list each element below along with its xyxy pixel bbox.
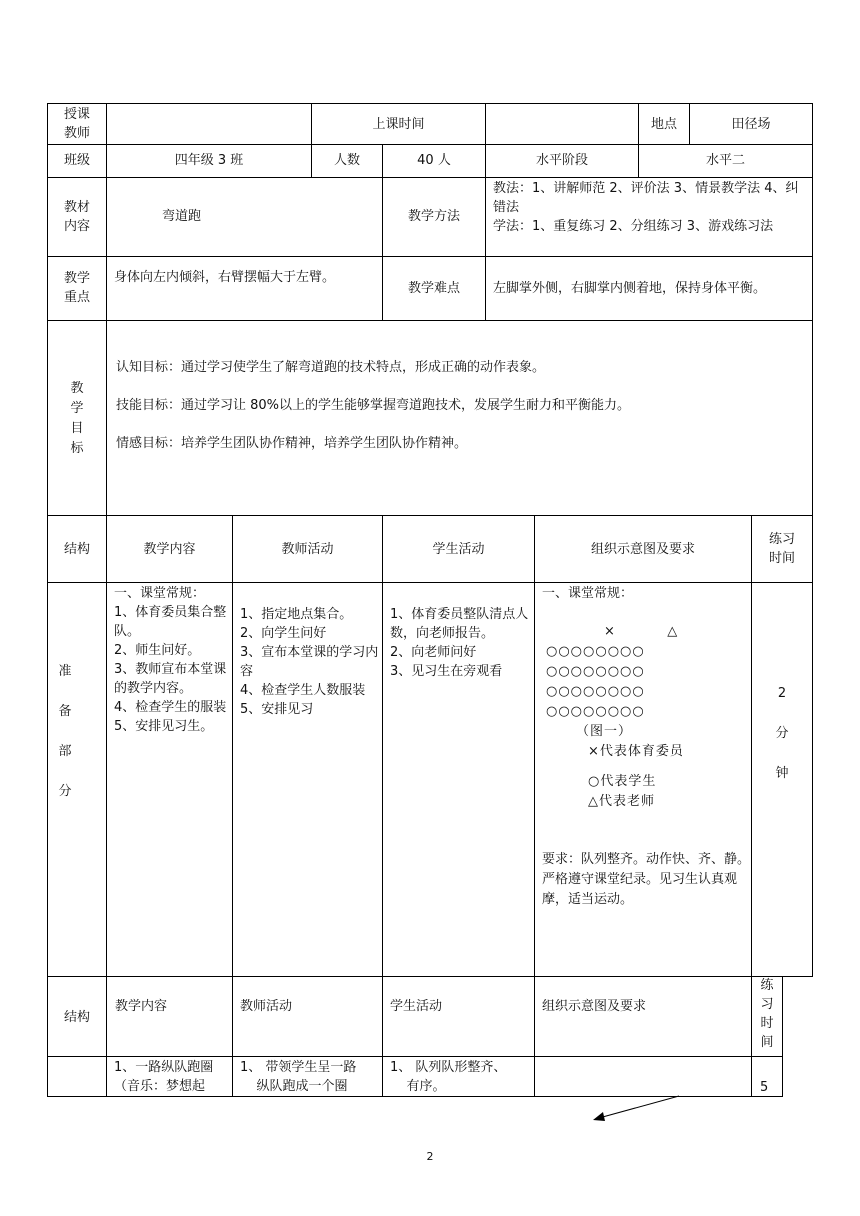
level-value: 水平二 xyxy=(705,153,745,168)
teacher-label: 授课 教师 xyxy=(63,107,90,141)
prep-org-title: 一、课堂常规： xyxy=(542,586,634,601)
method-value: 教法：1、讲解师范 2、评价法 3、情景教学法 4、纠错法 学法：1、重复练习 2、分组练习 3、游戏练习法 xyxy=(493,181,799,234)
goals-label: 教 学 目 标 xyxy=(70,381,84,456)
diagram-row: ○○○○○○○○ xyxy=(546,664,645,679)
diagram-caption: （图一） xyxy=(576,724,633,739)
diagram-top: × △ xyxy=(604,624,679,639)
key-label: 教学 重点 xyxy=(63,271,90,305)
class-label: 班级 xyxy=(63,153,90,168)
difficulty-label: 教学难点 xyxy=(407,281,460,296)
method-label: 教学方法 xyxy=(407,209,460,224)
place-label: 地点 xyxy=(650,117,677,132)
page-number: 2 xyxy=(426,1150,434,1163)
legend-o: ○代表学生 xyxy=(588,774,657,789)
diagram-row: ○○○○○○○○ xyxy=(546,704,645,719)
col-structure: 结构 xyxy=(63,542,90,557)
legend-t: △代表老师 xyxy=(588,794,655,809)
basic-student: 1、 队列队形整齐、 有序。 xyxy=(390,1060,507,1094)
class-value: 四年级 3 班 xyxy=(174,153,244,168)
basic-content: 1、一路纵队跑圈（音乐：梦想起 xyxy=(114,1060,214,1094)
diagram-row: ○○○○○○○○ xyxy=(546,644,645,659)
basic-teacher: 1、 带领学生呈一路 纵队跑成一个圈 xyxy=(240,1060,357,1094)
col-student: 学生活动 xyxy=(432,542,485,557)
arrow-icon xyxy=(585,1090,685,1126)
col2-teacher: 教师活动 xyxy=(240,999,293,1014)
count-value: 40 人 xyxy=(417,153,451,168)
prep-label: 准 备 部 分 xyxy=(58,664,72,799)
difficulty-value: 左脚掌外侧，右脚掌内侧着地，保持身体平衡。 xyxy=(493,281,767,296)
col-teacher: 教师活动 xyxy=(281,542,334,557)
prep-student: 1、体育委员整队清点人数，向老师报告。 2、向老师问好 3、见习生在旁观看 xyxy=(390,607,529,679)
material-value: 弯道跑 xyxy=(162,209,202,224)
prep-content: 一、课堂常规： 1、体育委员集合整队。 2、师生问好。 3、教师宣布本堂课的教学内容。 4、检查学生的服装 5、安排见习生。 xyxy=(114,586,227,734)
time-label: 上课时间 xyxy=(372,117,425,132)
formation-diagram xyxy=(546,622,684,812)
col2-content: 教学内容 xyxy=(115,999,168,1014)
col2-structure: 结构 xyxy=(63,1010,90,1025)
level-label: 水平阶段 xyxy=(535,153,588,168)
col-time: 练习 时间 xyxy=(768,532,795,566)
col-org: 组织示意图及要求 xyxy=(590,542,695,557)
col2-time: 练 习 时 间 xyxy=(760,978,774,1050)
prep-requirement: 要求：队列整齐。动作快、齐、静。严格遵守课堂纪录。见习生认真观摩，适当运动。 xyxy=(542,852,751,907)
col2-student: 学生活动 xyxy=(390,999,443,1014)
diagram-row: ○○○○○○○○ xyxy=(546,684,645,699)
material-label: 教材 内容 xyxy=(63,200,90,234)
place-value: 田径场 xyxy=(731,117,771,132)
col2-org: 组织示意图及要求 xyxy=(542,999,647,1014)
prep-time: 2 分 钟 xyxy=(775,686,789,781)
legend-x: ×代表体育委员 xyxy=(588,744,684,759)
col-content: 教学内容 xyxy=(143,542,196,557)
basic-time: 5 xyxy=(760,1080,769,1095)
goal-skill: 技能目标：通过学习让 80%以上的学生能够掌握弯道跑技术，发展学生耐力和平衡能力。 xyxy=(116,398,631,413)
goal-cognitive: 认知目标：通过学习使学生了解弯道跑的技术特点，形成正确的动作表象。 xyxy=(116,360,546,375)
key-value: 身体向左内倾斜，右臂摆幅大于左臂。 xyxy=(114,270,336,285)
goal-affective: 情感目标：培养学生团队协作精神，培养学生团队协作精神。 xyxy=(116,436,468,451)
prep-teacher: 1、指定地点集合。 2、向学生问好 3、宣布本堂课的学习内容 4、检查学生人数服装 5、安排见习 xyxy=(240,607,379,717)
count-label: 人数 xyxy=(333,153,360,168)
